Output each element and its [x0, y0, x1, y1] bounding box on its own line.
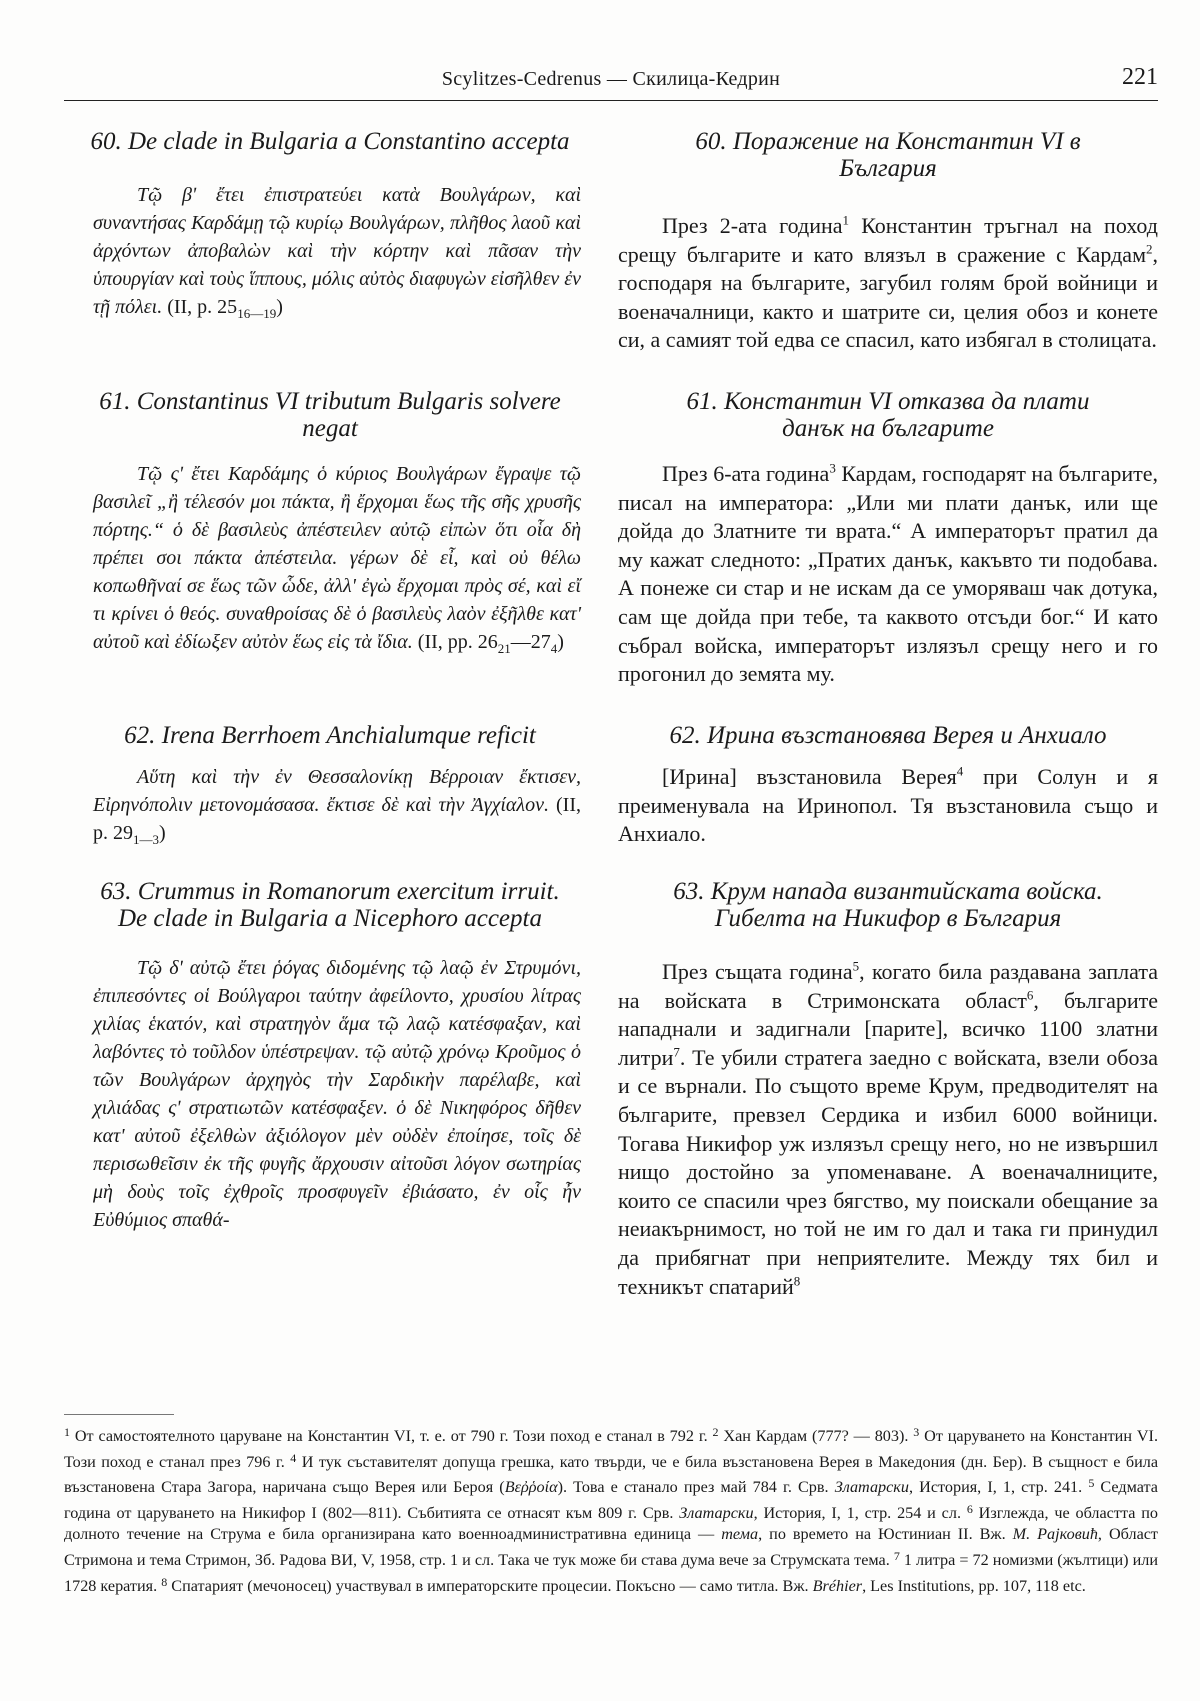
- section-62-greek: [75, 722, 585, 847]
- author-name: Златарски: [834, 1478, 909, 1497]
- latin-title: 60. De clade in Bulgaria a Constantino accepta: [90, 128, 570, 155]
- author-name: Bréhier: [812, 1576, 863, 1595]
- footnote-ref[interactable]: 3: [829, 460, 836, 476]
- greek-passage: Αὕτη καὶ τὴν ἐν Θεσσαλονίκῃ Βέρροιαν ἔκτισεν, Εἰρηνόπολιν μετονομάσασα. ἔκτισε δὲ καὶ τὴν Ἀγχίαλον.: [93, 766, 581, 816]
- footnote-ref[interactable]: 2: [1146, 241, 1153, 257]
- greek-text: [75, 181, 585, 321]
- section-62-bulgarian: [618, 722, 1158, 849]
- footnote-text: И тук съставителят допуща грешка, като твърди, че е била възстановена Верея в Македония (дн. Бер). В същност е била възстановена Стара Загора, наричана също Верея или Берoя (: [64, 1452, 1158, 1497]
- footnote-number: 8: [161, 1574, 168, 1589]
- greek-passage: Τῷ ςʹ ἔτει Καρδάμης ὁ κύριος Βουλγάρων ἔγραψε τῷ βασιλεῖ „ἢ τέλεσόν μοι πάκτα, ἢ ἔρχομαι ἕως τῆς σῆς χρυσῆς πόρτης.“ ὁ δὲ βασιλεὺς ἀπέστειλεν αὐτῷ εἰπὼν ὅτι οἷα δὴ πρέπει σοι πάκτα ἀπέστειλα. γέρων δὲ εἶ, καὶ οὐ θέλω κοπωθῆναί σε ἕως τῶν ὧδε, ἀλλ' ἐγὼ ἔρχομαι πρὸς σέ, καὶ εἴ τι κρίνει ὁ θεός. συναθροίσας δὲ ὁ βασιλεὺς λαὸν ἐξῆλθε κατ' αὐτοῦ καὶ ἐδίωξεν αὐτὸν ἕως εἰς τὰ ἴδια.: [93, 463, 581, 653]
- footnote-number: 3: [913, 1425, 920, 1439]
- footnote-text: От самостоятелното царуване на Константин VI, т. е. от 790 г. Този поход е станал в 792 г.: [70, 1427, 713, 1445]
- footnote-text: 1 литра = 72 номизми (жълтици) или 1728 кератия.: [64, 1550, 1158, 1595]
- section-60-bulgarian: [618, 128, 1158, 355]
- section-63-greek: [75, 878, 585, 1234]
- bulgarian-title: 63. Крум напада византийската войска. Гибелта на Никифор в България: [673, 878, 1103, 932]
- running-title: Scylitzes-Cedrenus — Скилица-Кедрин: [441, 68, 781, 90]
- footnote-ref[interactable]: 6: [1026, 987, 1034, 1003]
- source-reference: (II, p. $29_{1—3}$): [93, 794, 581, 847]
- page-header: [64, 66, 1158, 101]
- latin-title: 62. Irena Berrhoem Anchialumque reficit: [124, 722, 536, 749]
- footnote-text: Спатарият (мечоносец) участвувал в императорските процесии. Покъсно — само титла. Вж.: [167, 1576, 813, 1595]
- footnote-text: От царуването на Константин VI. Този поход е станал през 796 г.: [64, 1427, 1158, 1471]
- footnote-ref[interactable]: 5: [852, 958, 860, 974]
- greek-text: [75, 460, 585, 656]
- footnote-text: Хан Кардам (777? — 803).: [718, 1427, 914, 1445]
- section-60-greek: [75, 128, 585, 321]
- bulgarian-title: 60. Поражение на Константин VI в България: [695, 128, 1081, 182]
- bulgarian-title: 61. Константин VI отказва да плати данък на българите: [686, 388, 1090, 442]
- author-name: Златарски: [679, 1503, 754, 1522]
- source-reference: (II, pp. $26_{21}—27_4$): [417, 631, 564, 656]
- footnote-number: 7: [893, 1548, 900, 1563]
- footnote-text: Изглежда, че областта по долното течение на Струма е била организирана като военноадминистративна единица —: [64, 1503, 1158, 1544]
- footnote-number: 4: [290, 1450, 297, 1465]
- greek-passage: Τῷ βʹ ἔτει ἐπιστρατεύει κατὰ Βουλγάρων, καὶ συναντήσας Καρδάμῃ τῷ κυρίῳ Βουλγάρων, πλῆθος λαοῦ καὶ ἀρχόντων ἀποβαλὼν καὶ τὴν κόρτην καὶ πᾶσαν τὴν ὑπουργίαν καὶ τοὺς ἵππους, μόλις αὐτὸς διαφυγὼν εἰσῆλθεν ἐν τῇ πόλει.: [93, 184, 581, 318]
- footnote-separator: [64, 1414, 174, 1415]
- footnote-number: 2: [712, 1425, 719, 1439]
- footnotes: [64, 1422, 1158, 1597]
- footnote-ref[interactable]: 4: [956, 763, 964, 779]
- bulgarian-title: 62. Ирина възстановява Верея и Анхиало: [669, 722, 1107, 749]
- bulgarian-text: [Ирина] възстановила Верея$^4$ при Солун и я преименувала на Иринопол. Тя възстановила също и Анхиало.: [618, 763, 1159, 847]
- latin-title: 61. Constantinus VI tributum Bulgaris solvere negat: [99, 388, 561, 442]
- page-number: 221: [1122, 64, 1158, 90]
- greek-text: [75, 763, 585, 847]
- section-61-bulgarian: [618, 388, 1158, 689]
- footnote-ref[interactable]: 8: [793, 1273, 801, 1289]
- footnote-number: 6: [966, 1501, 973, 1516]
- bulgarian-text: През същата година$^5$, когато била раздавана заплата на войската в Стримонската област$^6$, българите нападнали и задигнали [парите], всичко 1100 златни литри$^7$. Те убили стратега заедно с войската, взели обоза и се върнали. По същото време Крум, предводителят на българите, превзел Сердика и избил 6000 войници. Тогава Никифор уж излязъл срещу него, но не извършил нищо достойно за упоменаване. А военачалниците, които се спасили чрез бягство, му поискали обещание за неиакърнимост, но той не им го дал и така ги принудил да прибягнат при неприятелите. Между тях бил и техникът спатарий$^8$: [618, 958, 1158, 1299]
- footnote-number: 5: [1088, 1476, 1095, 1491]
- footnote-ref[interactable]: 7: [673, 1044, 680, 1060]
- section-61-greek: [75, 388, 585, 656]
- bulgarian-text: През 2-ата година$^1$ Константин тръгнал на поход срещу българите и като влязъл в сражение с Кардам$^2$, господаря на българите, загубил голям брой войници и военачалници, както и шатрите си, целия обоз и конете си, а самият той едва се спасил, като избягал в столицата.: [618, 212, 1158, 353]
- footnote-number: 1: [64, 1425, 70, 1439]
- source-reference: (II, p. $25_{16—19}$): [167, 296, 283, 321]
- footnote-block: $^1$ От самостоятелното царуване на Константин VI, т. е. от 790 г. Този поход е станал в 792 г. $^2$ Хан Кардам (777? — 803). $^3$ От царуването на Константин VI. Този поход е станал през 796 г. $^4$ И тук съставителят допуща грешка, като твърди, че е била възстановена Верея в Македония (дн. Бер). В същност е била възстановена Стара Загора, наричана също Верея или Берoя (Βεῤῥοία). Това е станало през май 784 г. Срв. Златарски, История, I, 1, стр. 241. $^5$ Седмата година от царуването на Никифор I (802—811). Събитията се отнасят към 809 г. Срв. Златарски, История, I, 1, стр. 254 и сл. $^6$ Изглежда, че областта по долното течение на Струма е била организирана като военноадминистративна единица — тема, по времето на Юстиниан II. Вж. М. Рajковић, Област Стримона и тема Стримон, Зб. Радова ВИ, V, 1958, стр. 1 и сл. Така че тук може би става дума вече за Струмската тема. $^7$ 1 литра = 72 номизми (жълтици) или 1728 кератия. $^8$ Спатарият (мечоносец) участвувал в императорските процесии. Покъсно — само титла. Вж. Bréhier, Les Institutions, pp. 107, 118 etc.: [64, 1425, 1159, 1595]
- footnote-ref[interactable]: 1: [842, 212, 850, 228]
- section-63-bulgarian: [618, 878, 1158, 1301]
- author-name: М. Рajковић: [1012, 1525, 1098, 1544]
- bulgarian-text: През 6-ата година$^3$ Кардам, господарят на българите, писал на императора: „Или ми плати данък, или ще дойда до Златните ти врата.“ А императорът пратил да му кажат следното: „Пратих данък, какъвто ти подобава. А понеже си стар и не искам да се уморяваш чак дотука, сам ще дойда при тебе, та каквото отсъди бог.“ И като събрал войска, императорът излязъл срещу него и го прогонил до земята му.: [618, 460, 1158, 687]
- footnote-text: Седмата година от царуването на Никифор I (802—811). Събитията се отнасят към 809 г. Срв.: [64, 1478, 1158, 1522]
- greek-text: Τῷ δʹ αὐτῷ ἔτει ῥόγας διδομένης τῷ λαῷ ἐν Στρυμόνι, ἐπιπεσόντες οἱ Βούλγαροι ταύτην ἀφείλοντο, χρυσίου λίτρας χιλίας ἑκατόν, καὶ στρατηγὸν ἅμα τῷ λαῷ κατέσφαξαν, καὶ λαβόντες τὸ τοῦλδον ὑπέστρεψαν. τῷ αὐτῷ χρόνῳ Κροῦμος ὁ τῶν Βουλγάρων ἀρχηγὸς τὴν Σαρδικὴν παρέλαβε, καὶ χιλιάδας ςʹ στρατιωτῶν κατέσφαξεν. ὁ δὲ Νικηφόρος δῆθεν κατ' αὐτοῦ ἐξελθὼν ἀξιόλογον μὲν οὐδὲν ἐποίησε, τοῖς δὲ περισωθεῖσιν ἐκ τῆς φυγῆς ἄρχουσιν αἰτοῦσι λόγον σωτηρίας μὴ δοὺς τοῖς ἐχθροῖς προσφυγεῖν ἐβιάσατο, ἐν οἷς ἦν Εὐθύμιος σπαθά-: [93, 957, 581, 1231]
- latin-title: 63. Crummus in Romanorum exercitum irruit. De clade in Bulgaria a Nicephoro accepta: [100, 878, 560, 932]
